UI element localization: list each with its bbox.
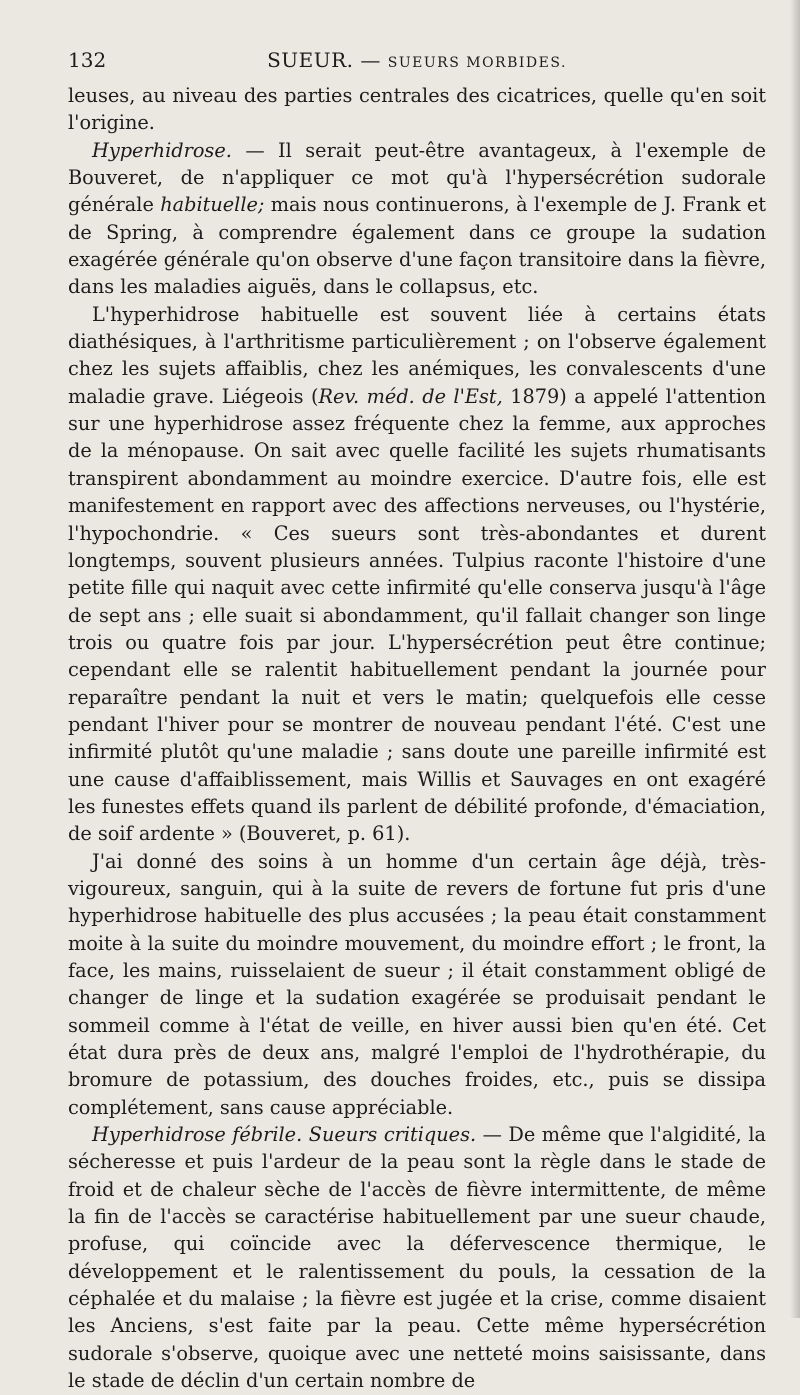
paragraph-case-report [68, 848, 766, 1121]
page-edge-shadow [790, 0, 800, 1318]
page-number: 132 [68, 48, 107, 72]
paragraph-hyperhidrose [68, 137, 766, 301]
paragraph-febrile [68, 1121, 766, 1394]
paragraph-text: mais nous continuerons, à l'exemple de J. Frank et de Spring, à comprendre également dans ce groupe la sudation exagérée générale qu'on observe d'une façon transitoire dans la fièvre, dans les maladies aiguës, dans le collapsus, etc. [68, 193, 766, 299]
paragraph-text: J'ai donné des soins à un homme d'un certain âge déjà, très-vigoureux, sanguin, qui à la suite de revers de fortune fut pris d'une hyperhidrose habituelle des plus accusées ; la peau était constamment moite à la suite du moindre mouvement, du moindre effort ; le front, la face, les mains, ruisselaient de sueur ; il était constamment obligé de changer de linge et la sudation exagérée se produisait pendant le sommeil comme à l'état de veille, en hiver aussi bien qu'en été. Cet état dura près de deux ans, malgré l'emploi de l'hydrothérapie, du bromure de potassium, des douches froides, etc., puis se dissipa complétement, sans cause appréciable. [68, 849, 766, 1119]
paragraph-text: — De même que l'algidité, la sécheresse et puis l'ardeur de la peau sont la règle dans le stade de froid et de chaleur sèche de l'accès de fièvre intermittente, de même la fin de l'accès se caractérise habituellement par une sueur chaude, profuse, qui coïncide avec la défervescence thermique, le développement et le ralentissement du pouls, la cessation de la céphalée et du malaise ; la fièvre est jugée et la crise, comme disaient les Anciens, s'est faite par la peau. Cette même hypersécrétion sudorale s'observe, quoique avec une netteté moins saisissante, dans le stade de déclin d'un certain nombre de [68, 1123, 766, 1393]
title-dash: — [360, 48, 381, 72]
paragraph-habituelle [68, 301, 766, 848]
running-title [128, 48, 706, 72]
paragraph-text: leuses, au niveau des parties centrales des cicatrices, quelle qu'en soit l'origine. [68, 84, 766, 135]
running-header [68, 48, 766, 72]
paragraph-text: — Il serait peut-être avantageux, à l'exemple de Bouveret, de n'appliquer ce mot qu'à l'hypersécrétion sudorale générale [68, 138, 766, 217]
paragraph-continuation [68, 82, 766, 137]
section-subtitle: SUEURS MORBIDES. [387, 55, 567, 71]
chapter-title: SUEUR. [267, 48, 354, 72]
emphasis-text: habituelle; [160, 193, 265, 217]
section-heading: Hyperhidrose. [92, 138, 232, 162]
citation-text: Rev. méd. de l'Est, [318, 384, 503, 408]
paragraph-text: 1879) a appelé l'attention sur une hyperhidrose assez fréquente chez la femme, aux approches de la ménopause. On sait avec quelle facilité les sujets rhumatisants transpirent abondamment au moindre exercice. D'autre fois, elle est manifestement en rapport avec des affections nerveuses, ou l'hystérie, l'hypochondrie. « Ces sueurs sont très-abondantes et durent longtemps, souvent plusieurs années. Tulpius raconte l'histoire d'une petite fille qui naquit avec cette infirmité qu'elle conserva jusqu'à l'âge de sept ans ; elle suait si abondamment, qu'il fallait changer son linge trois ou quatre fois par jour. L'hypersécrétion peut être continue; cependant elle se ralentit habituellement pendant la journée pour reparaître pendant la nuit et vers le matin; quelquefois elle cesse pendant l'hiver pour se montrer de nouveau pendant l'été. C'est une infirmité plutôt qu'une maladie ; sans doute une pareille infirmité est une cause d'affaiblissement, mais Willis et Sauvages en ont exagéré les funestes effets quand ils parlent de débilité profonde, d'émaciation, de soif ardente » (Bouveret, p. 61). [68, 384, 767, 846]
section-heading: Hyperhidrose fébrile. Sueurs critiques. [92, 1123, 477, 1147]
body-text [68, 82, 766, 1395]
paragraph-text: L'hyperhidrose habituelle est souvent liée à certains états diathésiques, à l'arthritisme particulièrement ; on l'observe également chez les sujets affaiblis, chez les anémiques, les convalescents d'une maladie grave. Liégeois ( [68, 302, 766, 408]
